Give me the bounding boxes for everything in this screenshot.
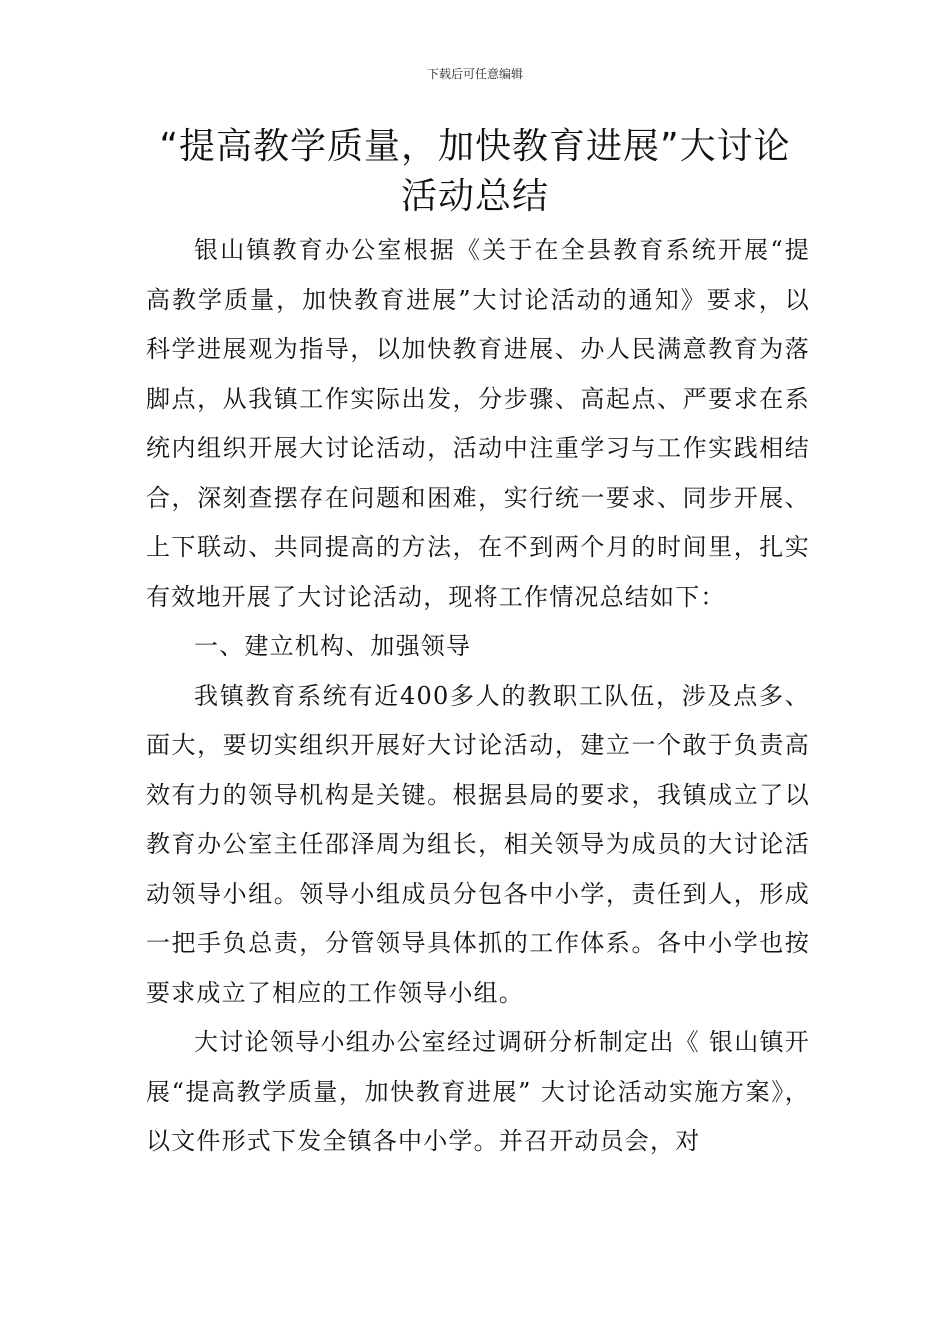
paragraph-section-1: 我镇教育系统有近400多人的教职工队伍，涉及点多、面大，要切实组织开展好大讨论活动，建立一个敢于负责高效有力的领导机构是关键。根据县局的要求，我镇成立了以教育办公室主任邵泽周为组长，相关领导为成员的大讨论活动领导小组。领导小组成员分包各中小学，责任到人，形成一把手负总责，分管领导具体抓的工作体系。各中小学也按要求成立了相应的工作领导小组。: [146, 681, 810, 1007]
title-line-2: 活动总结: [400, 176, 549, 217]
document-title: [130, 122, 820, 222]
header-note: 下载后可任意编辑: [426, 67, 523, 81]
paragraph-section-1-cont: 大讨论领导小组办公室经过调研分析制定出《 银山镇开展“提高教学质量，加快教育进展” 大讨论活动实施方案》，以文件形式下发全镇各中小学。并召开动员会，对: [146, 1028, 810, 1155]
paragraph-intro: 银山镇教育办公室根据《关于在全县教育系统开展“提高教学质量，加快教育进展”大讨论活动的通知》要求，以科学进展观为指导，以加快教育进展、办人民满意教育为落脚点，从我镇工作实际出发，分步骤、高起点、严要求在系统内组织开展大讨论活动，活动中注重学习与工作实践相结合，深刻查摆存在问题和困难，实行统一要求、同步开展、上下联动、共同提高的方法，在不到两个月的时间里，扎实有效地开展了大讨论活动，现将工作情况总结如下：: [146, 236, 810, 611]
title-line-1: “提高教学质量，加快教育进展”大讨论: [159, 126, 791, 167]
document-body: [146, 226, 810, 1167]
section-heading-1: 一、建立机构、加强领导: [194, 632, 472, 660]
